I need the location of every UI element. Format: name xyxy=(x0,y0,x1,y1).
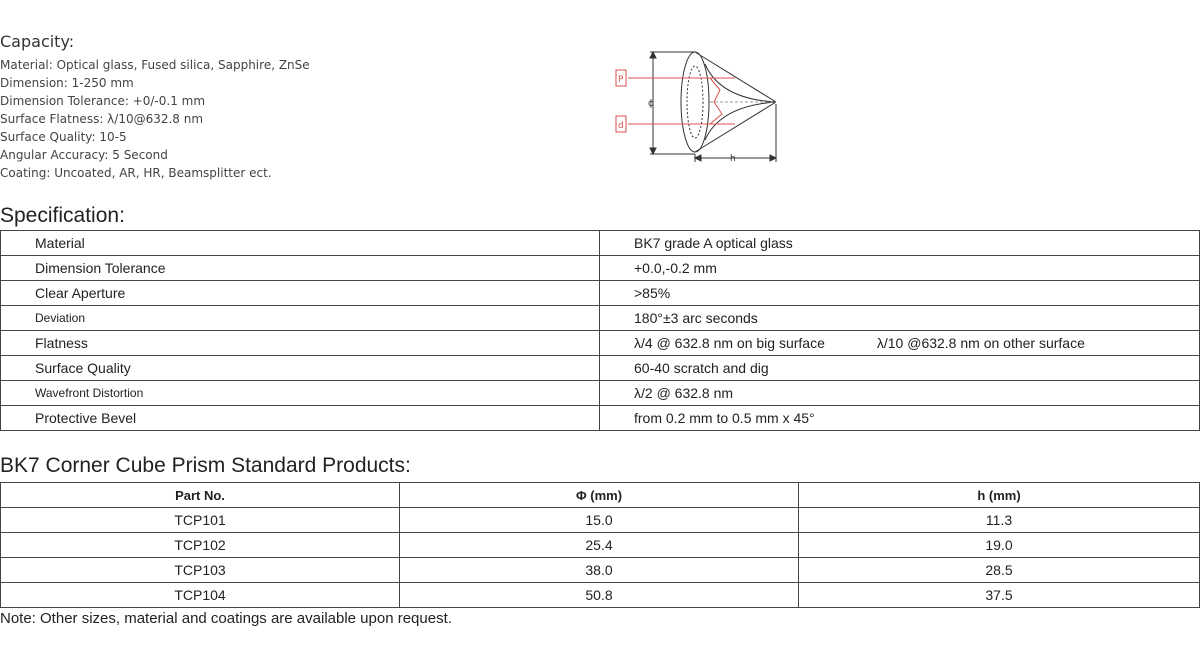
spec-value: λ/2 @ 632.8 nm xyxy=(600,381,1200,406)
spec-value-cell xyxy=(600,331,1200,356)
specification-title: Specification: xyxy=(0,204,125,227)
capacity-title: Capacity: xyxy=(0,32,75,51)
capacity-item: Angular Accuracy: 5 Second xyxy=(0,148,168,162)
spec-label: Wavefront Distortion xyxy=(1,381,600,406)
spec-label: Surface Quality xyxy=(1,356,600,381)
table-cell: 38.0 xyxy=(400,558,799,583)
capacity-item: Dimension: 1-250 mm xyxy=(0,76,134,90)
spec-label: Clear Aperture xyxy=(1,281,600,306)
specification-table xyxy=(0,230,1200,431)
table-cell: 11.3 xyxy=(799,508,1200,533)
products-title: BK7 Corner Cube Prism Standard Products: xyxy=(0,454,411,477)
table-cell: 28.5 xyxy=(799,558,1200,583)
capacity-item: Surface Quality: 10-5 xyxy=(0,130,127,144)
spec-value: λ/4 @ 632.8 nm on big surface xyxy=(634,335,825,351)
table-cell: 15.0 xyxy=(400,508,799,533)
table-row xyxy=(1,256,1200,281)
products-table xyxy=(0,482,1200,608)
capacity-list xyxy=(0,56,310,182)
capacity-item: Dimension Tolerance: +0/-0.1 mm xyxy=(0,94,206,108)
table-row xyxy=(1,583,1200,608)
table-row xyxy=(1,306,1200,331)
spec-value: from 0.2 mm to 0.5 mm x 45° xyxy=(600,406,1200,431)
capacity-item: Material: Optical glass, Fused silica, Sapphire, ZnSe xyxy=(0,58,310,72)
column-header: h (mm) xyxy=(799,483,1200,508)
table-cell: TCP102 xyxy=(1,533,400,558)
table-row xyxy=(1,558,1200,583)
table-row xyxy=(1,508,1200,533)
table-cell: TCP101 xyxy=(1,508,400,533)
spec-label: Dimension Tolerance xyxy=(1,256,600,281)
capacity-item: Surface Flatness: λ/10@632.8 nm xyxy=(0,112,204,126)
spec-value: +0.0,-0.2 mm xyxy=(600,256,1200,281)
table-cell: TCP104 xyxy=(1,583,400,608)
diagram-label-h: h xyxy=(730,154,736,164)
table-cell: 37.5 xyxy=(799,583,1200,608)
table-row xyxy=(1,406,1200,431)
table-cell: 25.4 xyxy=(400,533,799,558)
spec-value: BK7 grade A optical glass xyxy=(600,231,1200,256)
table-row xyxy=(1,281,1200,306)
spec-value: 60-40 scratch and dig xyxy=(600,356,1200,381)
capacity-item: Coating: Uncoated, AR, HR, Beamsplitter ect. xyxy=(0,166,272,180)
table-row xyxy=(1,231,1200,256)
table-row xyxy=(1,533,1200,558)
table-cell: TCP103 xyxy=(1,558,400,583)
table-row xyxy=(1,381,1200,406)
table-row xyxy=(1,331,1200,356)
spec-value: >85% xyxy=(600,281,1200,306)
diagram-label-p: P xyxy=(618,75,624,85)
table-cell: 50.8 xyxy=(400,583,799,608)
column-header: Part No. xyxy=(1,483,400,508)
diagram-label-phi: ϕ xyxy=(648,99,654,109)
spec-value: 180°±3 arc seconds xyxy=(600,306,1200,331)
spec-label: Flatness xyxy=(1,331,600,356)
availability-note: Note: Other sizes, material and coatings are available upon request. xyxy=(0,610,452,627)
spec-value-secondary: λ/10 @632.8 nm on other surface xyxy=(876,335,1085,351)
table-cell: 19.0 xyxy=(799,533,1200,558)
column-header: Φ (mm) xyxy=(400,483,799,508)
table-row xyxy=(1,356,1200,381)
spec-label: Protective Bevel xyxy=(1,406,600,431)
table-header-row xyxy=(1,483,1200,508)
spec-label: Deviation xyxy=(1,306,600,331)
spec-label: Material xyxy=(1,231,600,256)
corner-cube-prism-diagram xyxy=(610,44,790,168)
diagram-label-d: d xyxy=(618,121,624,131)
